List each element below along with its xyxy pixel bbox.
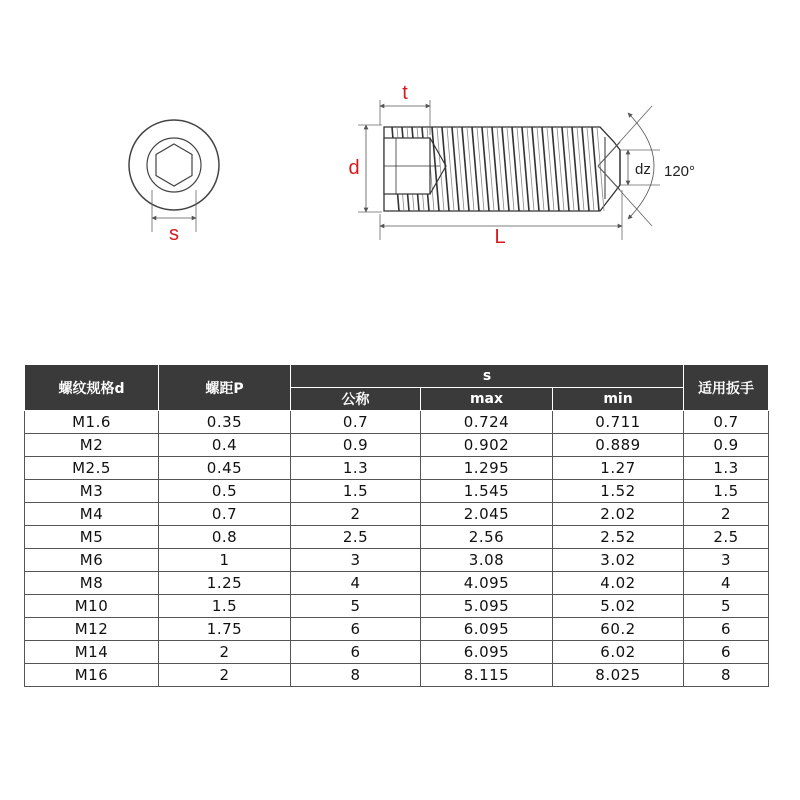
cell-wrench: 2 — [684, 503, 769, 526]
cell-max: 0.724 — [421, 411, 553, 434]
set-screw-drawing — [0, 0, 800, 300]
label-s: s — [169, 223, 179, 245]
cell-nominal: 0.7 — [291, 411, 421, 434]
cell-wrench: 0.9 — [684, 434, 769, 457]
header-min: min — [553, 388, 684, 411]
cell-min: 8.025 — [553, 664, 684, 687]
table-row — [25, 503, 769, 526]
table-row — [25, 664, 769, 687]
cell-nominal: 3 — [291, 549, 421, 572]
cell-pitch: 0.8 — [159, 526, 291, 549]
cell-d: M14 — [25, 641, 159, 664]
cell-max: 8.115 — [421, 664, 553, 687]
side-view — [348, 82, 695, 248]
cell-min: 5.02 — [553, 595, 684, 618]
table-row — [25, 572, 769, 595]
cell-max: 1.295 — [421, 457, 553, 480]
end-view — [129, 120, 219, 245]
label-dz: dz — [635, 161, 651, 178]
cell-d: M6 — [25, 549, 159, 572]
table-row — [25, 434, 769, 457]
cell-max: 0.902 — [421, 434, 553, 457]
cell-nominal: 1.3 — [291, 457, 421, 480]
cell-pitch: 0.4 — [159, 434, 291, 457]
table-row — [25, 618, 769, 641]
cell-max: 6.095 — [421, 641, 553, 664]
cell-wrench: 1.3 — [684, 457, 769, 480]
cell-max: 3.08 — [421, 549, 553, 572]
cell-min: 4.02 — [553, 572, 684, 595]
cell-min: 6.02 — [553, 641, 684, 664]
cell-min: 1.27 — [553, 457, 684, 480]
table-row — [25, 526, 769, 549]
cell-max: 6.095 — [421, 618, 553, 641]
cell-min: 60.2 — [553, 618, 684, 641]
cell-pitch: 2 — [159, 641, 291, 664]
cell-pitch: 1.5 — [159, 595, 291, 618]
cell-wrench: 5 — [684, 595, 769, 618]
cell-pitch: 1.75 — [159, 618, 291, 641]
cell-max: 5.095 — [421, 595, 553, 618]
cell-min: 3.02 — [553, 549, 684, 572]
cell-min: 2.02 — [553, 503, 684, 526]
cell-min: 0.889 — [553, 434, 684, 457]
cell-nominal: 4 — [291, 572, 421, 595]
header-max: max — [421, 388, 553, 411]
cell-max: 2.56 — [421, 526, 553, 549]
table-row — [25, 457, 769, 480]
cell-nominal: 2 — [291, 503, 421, 526]
cell-nominal: 5 — [291, 595, 421, 618]
hex-socket-icon — [156, 144, 192, 186]
cell-wrench: 3 — [684, 549, 769, 572]
cell-nominal: 8 — [291, 664, 421, 687]
cell-nominal: 2.5 — [291, 526, 421, 549]
cell-wrench: 4 — [684, 572, 769, 595]
cell-wrench: 6 — [684, 641, 769, 664]
spec-table — [24, 364, 769, 687]
table-row — [25, 641, 769, 664]
cell-pitch: 0.7 — [159, 503, 291, 526]
cell-pitch: 2 — [159, 664, 291, 687]
cell-wrench: 8 — [684, 664, 769, 687]
cell-d: M10 — [25, 595, 159, 618]
cell-wrench: 2.5 — [684, 526, 769, 549]
table-row — [25, 411, 769, 434]
cell-d: M3 — [25, 480, 159, 503]
cell-d: M1.6 — [25, 411, 159, 434]
cell-d: M12 — [25, 618, 159, 641]
cell-wrench: 6 — [684, 618, 769, 641]
cell-d: M2 — [25, 434, 159, 457]
cell-nominal: 6 — [291, 618, 421, 641]
cell-nominal: 6 — [291, 641, 421, 664]
cell-pitch: 0.5 — [159, 480, 291, 503]
cell-max: 2.045 — [421, 503, 553, 526]
cell-min: 1.52 — [553, 480, 684, 503]
label-angle: 120° — [664, 163, 696, 180]
cell-d: M8 — [25, 572, 159, 595]
label-t: t — [402, 82, 408, 104]
header-thread-spec: 螺纹规格d — [25, 365, 159, 411]
cell-min: 0.711 — [553, 411, 684, 434]
cell-d: M5 — [25, 526, 159, 549]
cell-min: 2.52 — [553, 526, 684, 549]
header-s-group: s — [291, 365, 684, 388]
label-L: L — [494, 226, 506, 248]
cell-pitch: 0.45 — [159, 457, 291, 480]
cell-wrench: 1.5 — [684, 480, 769, 503]
cell-max: 1.545 — [421, 480, 553, 503]
cell-d: M4 — [25, 503, 159, 526]
cell-nominal: 1.5 — [291, 480, 421, 503]
cell-nominal: 0.9 — [291, 434, 421, 457]
header-nominal: 公称 — [291, 388, 421, 411]
cell-wrench: 0.7 — [684, 411, 769, 434]
label-d: d — [348, 157, 360, 179]
table-row — [25, 595, 769, 618]
header-wrench: 适用扳手 — [684, 365, 769, 411]
cell-d: M16 — [25, 664, 159, 687]
table-row — [25, 549, 769, 572]
table-row — [25, 480, 769, 503]
cell-pitch: 1 — [159, 549, 291, 572]
cell-pitch: 0.35 — [159, 411, 291, 434]
header-pitch: 螺距P — [159, 365, 291, 411]
cell-max: 4.095 — [421, 572, 553, 595]
cell-pitch: 1.25 — [159, 572, 291, 595]
cell-d: M2.5 — [25, 457, 159, 480]
